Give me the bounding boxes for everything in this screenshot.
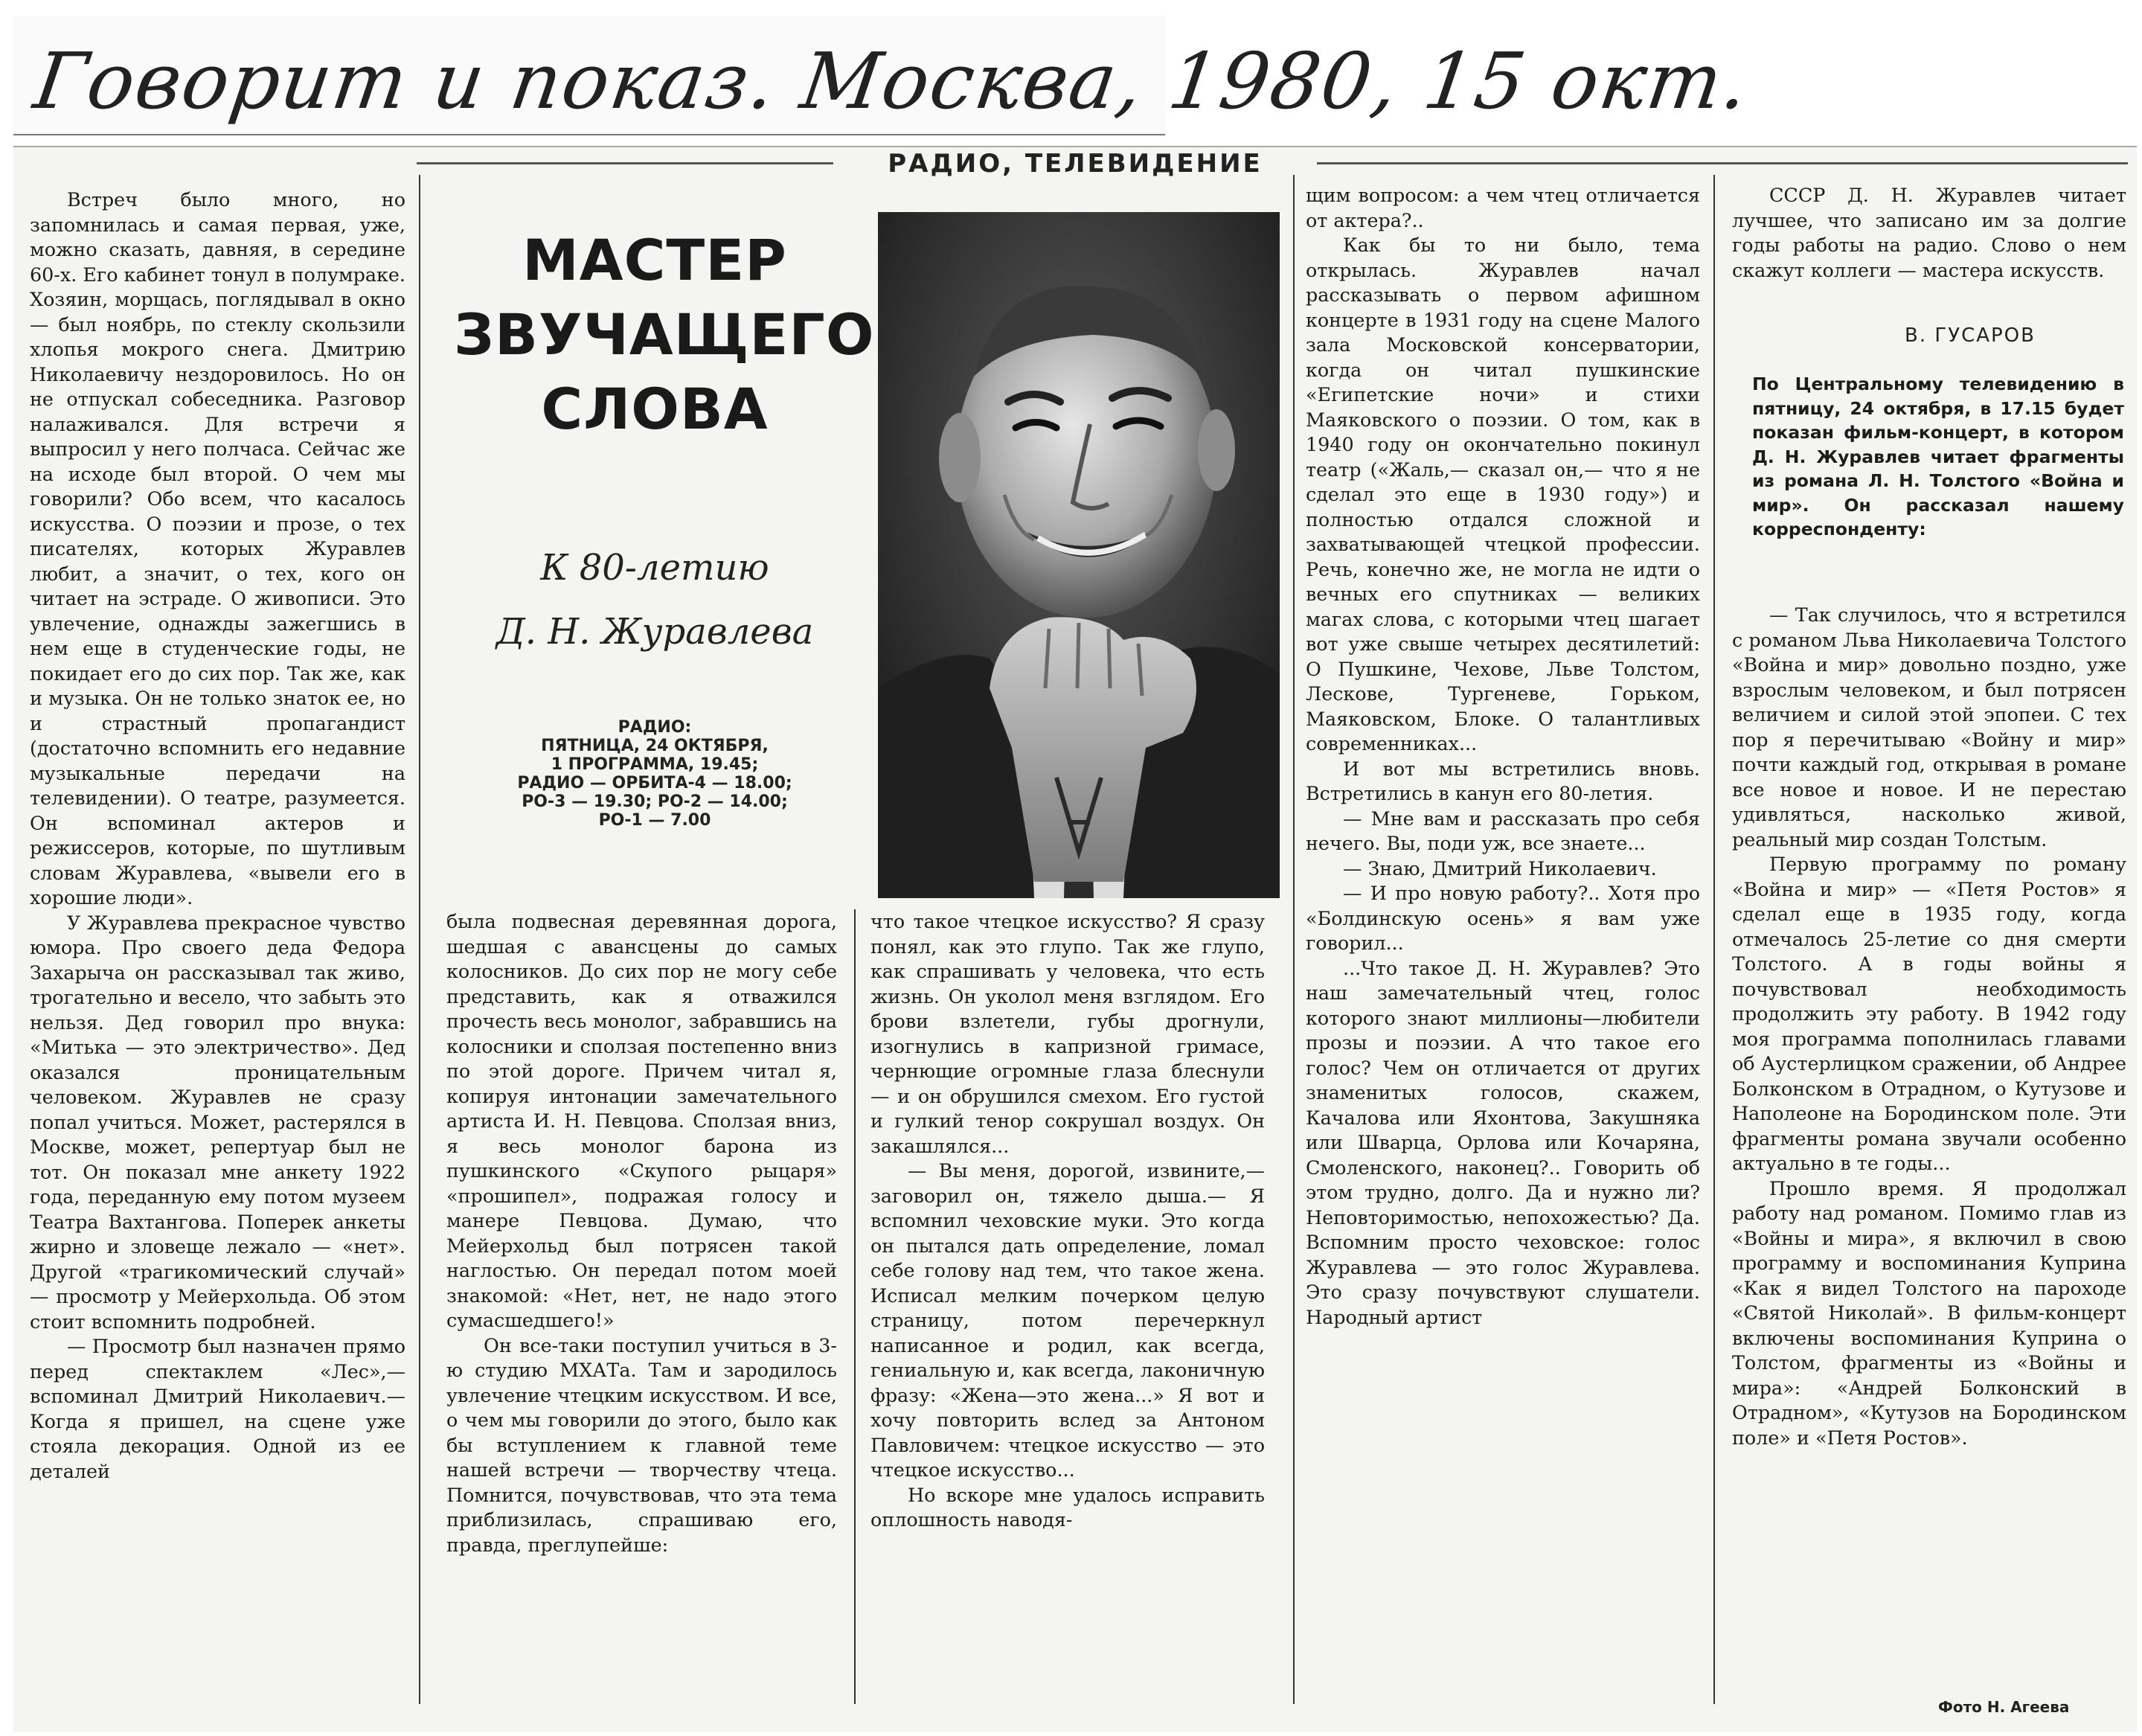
paragraph: была подвесная деревянная дорога, шедшая с авансцены до самых колосников. До сих пор не могу себе представить, как я отважился прочесть весь монолог, забравшись на колосники и сползая постепенно вниз по этой дороге. Причем читал я, копируя интонации замечательного артиста И. Н. Певцова. Сползая вниз, я весь монолог барона из пушкинского «Скупого рыцаря» «прошипел», подражая голосу и манере Певцова. Думаю, что Мейерхольд был потрясен такой наглостью. Он передал потом моей знакомой: «Нет, нет, не надо этого сумасшедшего!» <box>446 910 837 1331</box>
schedule-line: РО-3 — 19.30; РО-2 — 14.00; <box>522 792 788 811</box>
paragraph: — Вы меня, дорогой, извините,— заговорил он, тяжело дыша.— Я вспомнил чеховские муки. Это когда он пытался дать определение, ломал себе голову над тем, что такое жена. Исписал мелким почерком целую страницу, потом перечеркнул написанное и родил, как всегда, гениальную и, как всегда, лаконичную фразу: «Жена—это жена...» Я вот и хочу повторить вслед за Антоном Павловичем: чтецкое искусство — это чтецкое искусство... <box>870 1159 1265 1481</box>
schedule-line: РО-1 — 7.00 <box>598 811 711 830</box>
broadcast-schedule <box>454 718 856 830</box>
paragraph: что такое чтецкое искусство? Я сразу понял, как это глупо. Так же глупо, как спрашивать у человека, что есть жизнь. Он уколол меня взглядом. Его брови взлетели, губы дрогнули, изогнулись в капризной гримасе, чернющие огромные глаза блеснули — и он обрушился смехом. Его густой и гулкий тенор сокрушал воздух. Он закашлялся... <box>870 910 1265 1157</box>
article-subtitle <box>446 536 863 664</box>
handwritten-strip <box>13 16 1756 135</box>
article-column-3 <box>870 909 1265 1533</box>
schedule-line: 1 ПРОГРАММА, 19.45; <box>551 755 759 774</box>
article-column-4 <box>1306 183 1700 1330</box>
paragraph: И вот мы встретились вновь. Встретились в канун его 80-летия. <box>1306 757 1700 804</box>
column-divider <box>419 175 420 1704</box>
paragraph: Но вскоре мне удалось исправить оплошность наводя- <box>870 1483 1265 1531</box>
title-line: МАСТЕР <box>522 227 787 293</box>
schedule-line: РАДИО: <box>618 718 692 737</box>
paragraph: — Мне вам и рассказать про себя нечего. Вы, поди уж, все знаете... <box>1306 807 1700 854</box>
paragraph: Прошло время. Я продолжал работу над романом. Помимо глав из «Войны и мира», я включил в свою программу и воспоминания Куприна «Как я видел Толстого на пароходе «Святой Николай». В фильм-концерт включены воспоминания Куприна о Толстом, фрагменты из «Войны и мира»: «Андрей Болконский в Отрадном», «Кутузов на Бородинском поле» и «Петя Ростов». <box>1732 1176 2126 1449</box>
title-line: ЗВУЧАЩЕГО <box>454 301 875 368</box>
tv-intro-paragraph: По Центральному телевидению в пятницу, 24 октября, в 17.15 будет показан фильм-концерт, в котором Д. Н. Журавлев читает фрагменты из романа Л. Н. Толстого «Война и мир». Он рассказал нашему корреспонденту: <box>1752 374 2124 539</box>
subtitle-line: Д. Н. Журавлева <box>496 611 814 653</box>
article-column-1 <box>30 188 405 1484</box>
column-divider <box>1293 175 1295 1704</box>
title-line: СЛОВА <box>541 376 769 442</box>
paragraph: Он все-таки поступил учиться в 3-ю студию МХАТа. Там и зародилось увлечение чтецким искусством. И все, о чем мы говорили до этого, было как бы вступлением к главной теме нашей встречи — творчеству чтеца. Помнится, почувствовав, что эта тема приблизилась, спрашиваю его, правда, преглупейше: <box>446 1333 837 1556</box>
subtitle-line: К 80-летию <box>540 547 769 589</box>
section-rubric: РАДИО, ТЕЛЕВИДЕНИЕ <box>888 149 1263 179</box>
paragraph: щим вопросом: а чем чтец отличается от актера?.. <box>1306 184 1700 231</box>
paragraph: У Журавлева прекрасное чувство юмора. Про своего деда Федора Захарыча он рассказывал так живо, трогательно и весело, что забыть это нельзя. Дед говорил про внука: «Митька — это электричество». Дед оказался проницательным человеком. Журавлев не сразу попал учиться. Может, растерялся в Москве, может, репертуар был не тот. Он показал мне анкету 1922 года, переданную ему потом музеем Театра Вахтангова. Поперек анкеты жирно и зловеще лежало — «нет». Другой «трагикомический случай» — просмотр у Мейерхольда. Об этом стоит вспомнить подробней. <box>30 911 405 1333</box>
paragraph: Как бы то ни было, тема открылась. Журавлев начал рассказывать о первом афишном концерте в 1931 году на сцене Малого зала Московской консерватории, когда он читал пушкинские «Египетские ночи» и стихи Маяковского о поэзии. О том, как в 1940 году он окончательно покинул театр («Жаль,— сказал он,— что я не сделал это еще в 1930 году») и полностью отдался сложной и захватывающей чтецкой профессии. Речь, конечно же, не могла не идти о вечных его спутниках — великих магах слова, с которыми чтец шагает вот уже свыше четырех десятилетий: О Пушкине, Чехове, Льве Толстом, Лескове, Тургеневе, Горьком, Маяковском, Блоке. О талантливых современниках... <box>1306 234 1700 755</box>
photo-credit: Фото Н. Агеева <box>1938 1698 2070 1716</box>
column-divider <box>854 909 856 1704</box>
header-rule-left <box>417 162 833 164</box>
author-signature: В. ГУСАРОВ <box>1905 324 2036 347</box>
paragraph: СССР Д. Н. Журавлев читает лучшее, что записано им за долгие годы работы на радио. Слово о нем скажут коллеги — мастера искусств. <box>1732 184 2126 281</box>
paragraph: — Знаю, Дмитрий Николаевич. <box>1343 856 1657 880</box>
paragraph: ...Что такое Д. Н. Журавлев? Это наш замечательный чтец, голос которого знают миллионы—любители прозы и поэзии. А что такое его голос? Чем он отличается от других знаменитых голосов, скажем, Качалова или Яхонтова, Закушняка или Шварца, Орлова или Кочаряна, Смоленского, наконец?.. Говорить об этом трудно, долго. Да и нужно ли? Неповторимостью, непохожестью? Да. Вспомним просто чеховское: голос Журавлева — это голос Журавлева. Это сразу почувствуют слушатели. Народный артист <box>1306 956 1700 1328</box>
column-divider <box>1713 175 1715 1704</box>
paragraph: Встреч было много, но запомнилась и самая первая, уже, можно сказать, давняя, в середине 60-х. Его кабинет тонул в полумраке. Хозяин, морщась, поглядывал в окно — был ноябрь, по стеклу скользили хлопья мокрого снега. Дмитрию Николаевичу нездоровилось. Но он не отпускал собеседника. Разговор налаживался. Для встречи я выпросил у него полчаса. Сейчас же на исходе был второй. О чем мы говорили? Обо всем, что касалось искусства. О поэзии и прозе, о тех писателях, которых Журавлев любит, а значит, о тех, кого он читает на эстраде. О живописи. Это увлечение, однажды зажегшись в нем еще в студенческие годы, не покидает его до сих пор. Так же, как и музыка. Он не только знаток ее, но и страстный пропагандист (достаточно вспомнить его недавние музыкальные передачи на телевидении). О театре, разумеется. Он вспоминал актеров и режиссеров, которые, по шутливым словам Журавлева, «вывели его в хорошие люди». <box>30 188 405 909</box>
schedule-line: РАДИО — ОРБИТА-4 — 18.00; <box>517 774 792 792</box>
handwritten-source-note: Говорит и показ. Москва, 1980, 15 окт. <box>28 36 1756 126</box>
portrait-photo <box>878 212 1280 898</box>
paragraph: — И про новую работу?.. Хотя про «Болдинскую осень» я вам уже говорил... <box>1306 882 1700 954</box>
header-rule-right <box>1317 162 2128 164</box>
paragraph: — Так случилось, что я встретился с романом Льва Николаевича Толстого «Война и мир» довольно поздно, уже взрослым человеком, и был потрясен величием и силой этой эпопеи. С тех пор я перечитываю «Войну и мир» почти каждый год, открывая в романе все новое и новое. И не перестаю удивляться, насколько живой, реальный мир создан Толстым. <box>1732 603 2126 851</box>
article-title <box>454 223 875 446</box>
article-column-5-top <box>1732 183 2126 283</box>
paragraph: — Просмотр был назначен прямо перед спектаклем «Лес»,— вспоминал Дмитрий Николаевич.— Когда я пришел, на сцене уже стояла декорация. Одной из ее деталей <box>30 1335 405 1482</box>
article-column-2 <box>446 909 837 1557</box>
article-column-5 <box>1732 603 2126 1450</box>
schedule-line: ПЯТНИЦА, 24 ОКТЯБРЯ, <box>541 737 769 755</box>
paragraph: Первую программу по роману «Война и мир» — «Петя Ростов» я сделал еще в 1935 году, когда отмечалось 25-летие со дня смерти Толстого. А в годы войны я почувствовал необходимость продолжить эту работу. В 1942 году моя программа пополнилась главами об Аустерлицком сражении, об Андрее Болконском в Отрадном, о Кутузове и Наполеоне на Бородинском поле. Эти фрагменты романа звучали особенно актуально в те годы... <box>1732 853 2126 1174</box>
